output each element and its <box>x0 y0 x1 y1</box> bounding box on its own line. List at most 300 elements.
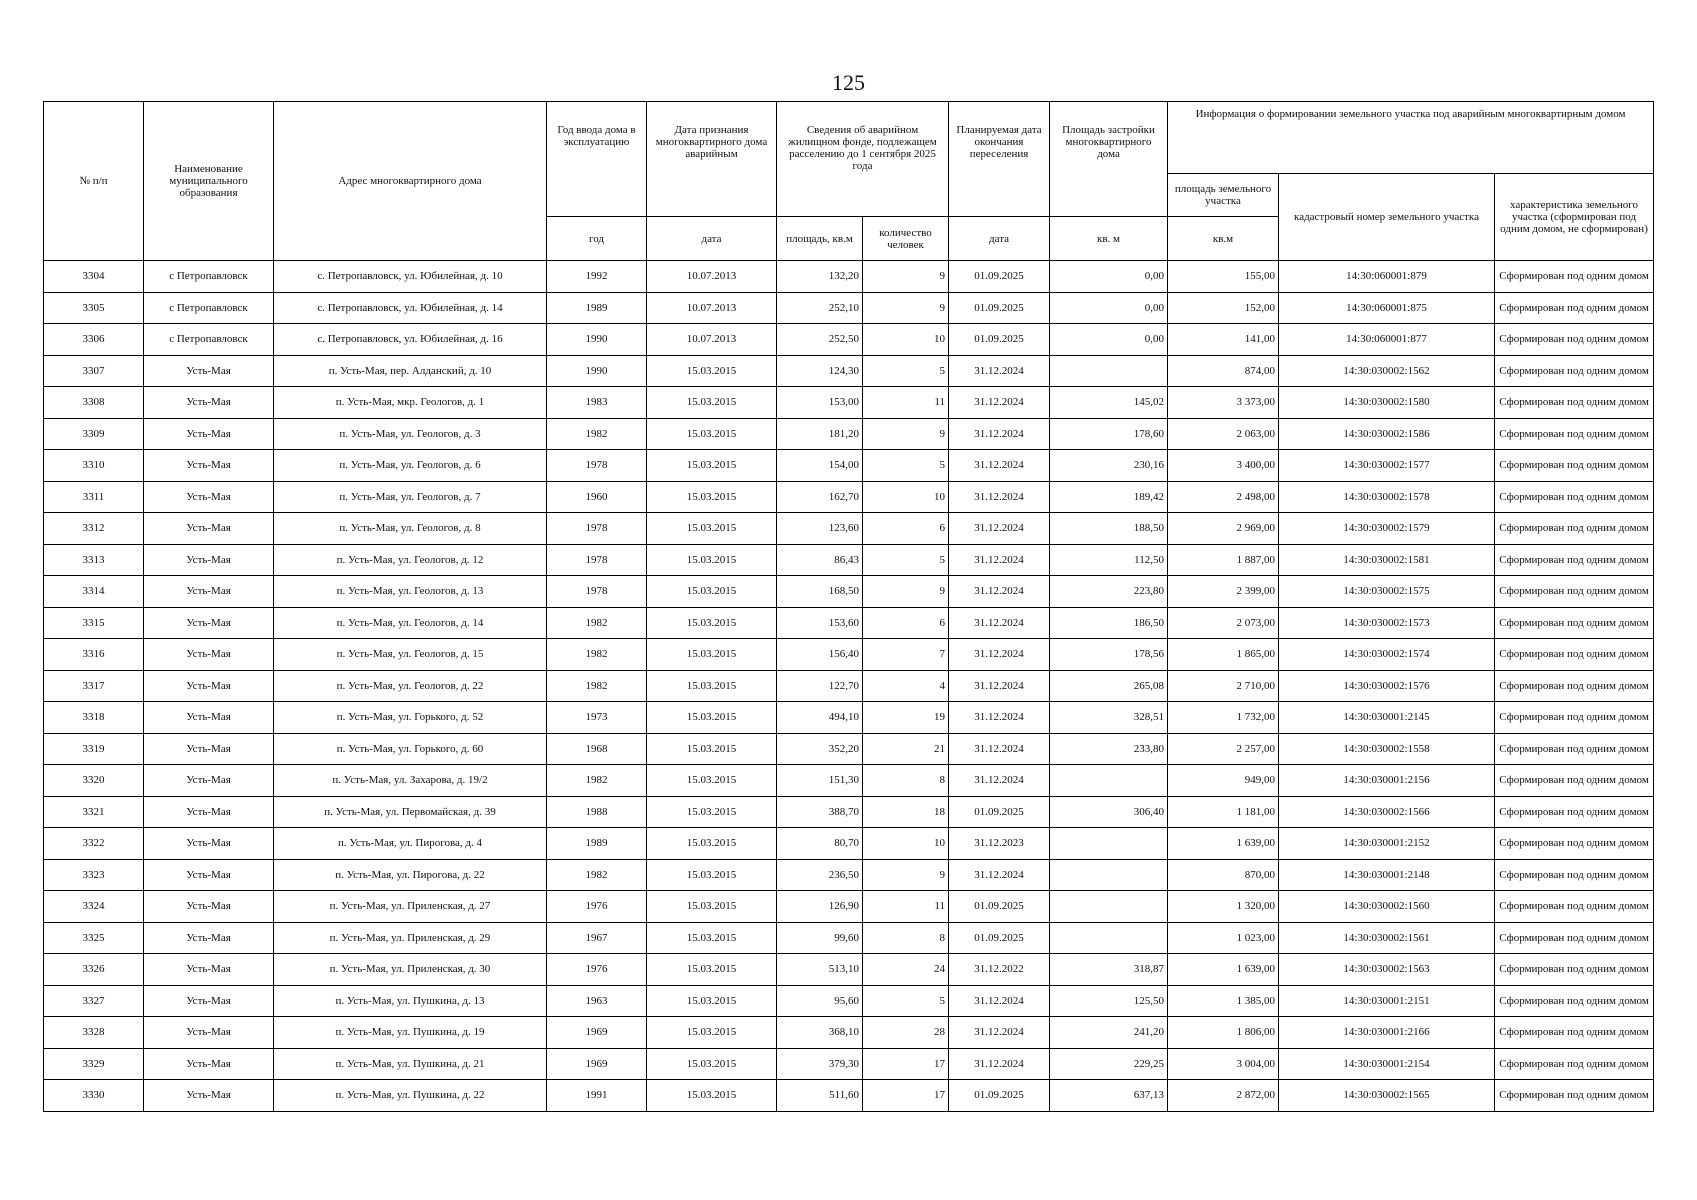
cell-cadastral: 14:30:030002:1562 <box>1279 355 1495 387</box>
cell-land-char: Сформирован под одним домом <box>1495 859 1654 891</box>
cell-land-char: Сформирован под одним домом <box>1495 450 1654 482</box>
table-row <box>44 450 1654 482</box>
cell-cadastral: 14:30:030002:1575 <box>1279 576 1495 608</box>
cell-municipality: Усть-Мая <box>144 670 274 702</box>
cell-area: 181,20 <box>777 418 863 450</box>
cell-cadastral: 14:30:030002:1586 <box>1279 418 1495 450</box>
cell-date: 15.03.2015 <box>647 670 777 702</box>
cell-area: 126,90 <box>777 891 863 923</box>
cell-planned-date: 31.12.2024 <box>949 733 1050 765</box>
unit-area: площадь, кв.м <box>777 217 863 261</box>
cell-date: 10.07.2013 <box>647 324 777 356</box>
cell-land-area: 870,00 <box>1168 859 1279 891</box>
cell-address: п. Усть-Мая, ул. Приленская, д. 27 <box>274 891 547 923</box>
table-row <box>44 292 1654 324</box>
cell-planned-date: 01.09.2025 <box>949 292 1050 324</box>
cell-land-char: Сформирован под одним домом <box>1495 387 1654 419</box>
cell-num: 3308 <box>44 387 144 419</box>
table-row <box>44 576 1654 608</box>
cell-building-area <box>1050 891 1168 923</box>
cell-address: п. Усть-Мая, ул. Горького, д. 60 <box>274 733 547 765</box>
table-row <box>44 1048 1654 1080</box>
table-row <box>44 261 1654 293</box>
page-number: 125 <box>832 70 865 95</box>
cell-cadastral: 14:30:030002:1579 <box>1279 513 1495 545</box>
cell-address: п. Усть-Мая, ул. Геологов, д. 3 <box>274 418 547 450</box>
cell-year: 1978 <box>547 544 647 576</box>
cell-planned-date: 31.12.2024 <box>949 670 1050 702</box>
cell-address: п. Усть-Мая, ул. Геологов, д. 12 <box>274 544 547 576</box>
cell-building-area <box>1050 765 1168 797</box>
cell-cadastral: 14:30:030002:1566 <box>1279 796 1495 828</box>
cell-area: 156,40 <box>777 639 863 671</box>
header-emergency-fund: Сведения об аварийном жилищном фонде, подлежащем расселению до 1 сентября 2025 года <box>777 102 949 217</box>
cell-building-area: 186,50 <box>1050 607 1168 639</box>
cell-num: 3329 <box>44 1048 144 1080</box>
cell-building-area: 328,51 <box>1050 702 1168 734</box>
cell-num: 3312 <box>44 513 144 545</box>
header-num: № п/п <box>44 102 144 261</box>
cell-num: 3314 <box>44 576 144 608</box>
cell-num: 3322 <box>44 828 144 860</box>
cell-date: 15.03.2015 <box>647 607 777 639</box>
cell-address: п. Усть-Мая, ул. Пирогова, д. 4 <box>274 828 547 860</box>
header-date-recognized: Дата признания многоквартирного дома аварийным <box>647 102 777 217</box>
cell-address: п. Усть-Мая, ул. Геологов, д. 6 <box>274 450 547 482</box>
cell-planned-date: 01.09.2025 <box>949 324 1050 356</box>
cell-municipality: с Петропавловск <box>144 261 274 293</box>
cell-people: 11 <box>863 387 949 419</box>
table-row <box>44 607 1654 639</box>
cell-planned-date: 31.12.2024 <box>949 387 1050 419</box>
cell-area: 236,50 <box>777 859 863 891</box>
cell-cadastral: 14:30:030001:2166 <box>1279 1017 1495 1049</box>
table-row <box>44 481 1654 513</box>
cell-date: 15.03.2015 <box>647 765 777 797</box>
cell-land-char: Сформирован под одним домом <box>1495 576 1654 608</box>
cell-municipality: Усть-Мая <box>144 796 274 828</box>
cell-date: 15.03.2015 <box>647 954 777 986</box>
cell-area: 162,70 <box>777 481 863 513</box>
cell-area: 513,10 <box>777 954 863 986</box>
cell-area: 154,00 <box>777 450 863 482</box>
cell-land-char: Сформирован под одним домом <box>1495 1017 1654 1049</box>
cell-land-char: Сформирован под одним домом <box>1495 261 1654 293</box>
cell-people: 8 <box>863 765 949 797</box>
cell-year: 1982 <box>547 607 647 639</box>
cell-year: 1973 <box>547 702 647 734</box>
cell-planned-date: 31.12.2024 <box>949 1017 1050 1049</box>
cell-year: 1988 <box>547 796 647 828</box>
cell-land-char: Сформирован под одним домом <box>1495 733 1654 765</box>
cell-land-area: 2 073,00 <box>1168 607 1279 639</box>
cell-date: 15.03.2015 <box>647 481 777 513</box>
cell-people: 28 <box>863 1017 949 1049</box>
cell-area: 80,70 <box>777 828 863 860</box>
cell-date: 15.03.2015 <box>647 859 777 891</box>
cell-num: 3320 <box>44 765 144 797</box>
cell-people: 9 <box>863 859 949 891</box>
cell-date: 15.03.2015 <box>647 922 777 954</box>
cell-land-area: 949,00 <box>1168 765 1279 797</box>
cell-land-char: Сформирован под одним домом <box>1495 607 1654 639</box>
cell-building-area: 637,13 <box>1050 1080 1168 1112</box>
cell-land-area: 1 385,00 <box>1168 985 1279 1017</box>
table-row <box>44 670 1654 702</box>
unit-date-planned: дата <box>949 217 1050 261</box>
header-building-area: Площадь застройки многоквартирного дома <box>1050 102 1168 217</box>
cell-planned-date: 31.12.2024 <box>949 702 1050 734</box>
cell-building-area: 306,40 <box>1050 796 1168 828</box>
cell-municipality: Усть-Мая <box>144 733 274 765</box>
cell-land-char: Сформирован под одним домом <box>1495 355 1654 387</box>
cell-area: 153,00 <box>777 387 863 419</box>
cell-date: 15.03.2015 <box>647 1080 777 1112</box>
cell-year: 1989 <box>547 828 647 860</box>
cell-cadastral: 14:30:030002:1558 <box>1279 733 1495 765</box>
cell-num: 3316 <box>44 639 144 671</box>
table-row <box>44 387 1654 419</box>
table-row <box>44 513 1654 545</box>
cell-building-area: 189,42 <box>1050 481 1168 513</box>
cell-land-area: 2 872,00 <box>1168 1080 1279 1112</box>
cell-building-area <box>1050 355 1168 387</box>
cell-land-area: 1 023,00 <box>1168 922 1279 954</box>
cell-date: 15.03.2015 <box>647 513 777 545</box>
cell-people: 10 <box>863 324 949 356</box>
cell-year: 1960 <box>547 481 647 513</box>
cell-year: 1991 <box>547 1080 647 1112</box>
cell-address: п. Усть-Мая, ул. Приленская, д. 30 <box>274 954 547 986</box>
cell-address: с. Петропавловск, ул. Юбилейная, д. 10 <box>274 261 547 293</box>
cell-building-area: 223,80 <box>1050 576 1168 608</box>
registry-table <box>43 101 1654 1112</box>
cell-cadastral: 14:30:060001:875 <box>1279 292 1495 324</box>
header-land-area: площадь земельного участка <box>1168 174 1279 217</box>
cell-year: 1982 <box>547 859 647 891</box>
cell-num: 3305 <box>44 292 144 324</box>
cell-area: 368,10 <box>777 1017 863 1049</box>
cell-cadastral: 14:30:030001:2156 <box>1279 765 1495 797</box>
cell-area: 99,60 <box>777 922 863 954</box>
cell-land-area: 141,00 <box>1168 324 1279 356</box>
cell-area: 151,30 <box>777 765 863 797</box>
cell-people: 17 <box>863 1048 949 1080</box>
cell-land-area: 2 399,00 <box>1168 576 1279 608</box>
cell-num: 3307 <box>44 355 144 387</box>
cell-year: 1978 <box>547 450 647 482</box>
cell-date: 10.07.2013 <box>647 261 777 293</box>
cell-cadastral: 14:30:030002:1581 <box>1279 544 1495 576</box>
cell-year: 1989 <box>547 292 647 324</box>
cell-municipality: Усть-Мая <box>144 702 274 734</box>
cell-land-char: Сформирован под одним домом <box>1495 292 1654 324</box>
cell-municipality: Усть-Мая <box>144 355 274 387</box>
table-row <box>44 765 1654 797</box>
cell-land-area: 1 639,00 <box>1168 954 1279 986</box>
cell-municipality: Усть-Мая <box>144 859 274 891</box>
cell-num: 3318 <box>44 702 144 734</box>
table-row <box>44 639 1654 671</box>
cell-municipality: с Петропавловск <box>144 292 274 324</box>
cell-people: 6 <box>863 513 949 545</box>
cell-building-area: 0,00 <box>1050 324 1168 356</box>
cell-year: 1963 <box>547 985 647 1017</box>
cell-municipality: Усть-Мая <box>144 1080 274 1112</box>
cell-cadastral: 14:30:030001:2148 <box>1279 859 1495 891</box>
cell-address: п. Усть-Мая, ул. Приленская, д. 29 <box>274 922 547 954</box>
cell-num: 3328 <box>44 1017 144 1049</box>
header-land-char: характеристика земельного участка (сформирован под одним домом, не сформирован) <box>1495 174 1654 261</box>
cell-building-area: 230,16 <box>1050 450 1168 482</box>
cell-cadastral: 14:30:030002:1560 <box>1279 891 1495 923</box>
cell-planned-date: 01.09.2025 <box>949 891 1050 923</box>
cell-address: п. Усть-Мая, мкр. Геологов, д. 1 <box>274 387 547 419</box>
cell-municipality: Усть-Мая <box>144 544 274 576</box>
cell-land-char: Сформирован под одним домом <box>1495 1080 1654 1112</box>
cell-date: 15.03.2015 <box>647 639 777 671</box>
cell-cadastral: 14:30:030001:2151 <box>1279 985 1495 1017</box>
cell-address: п. Усть-Мая, ул. Геологов, д. 8 <box>274 513 547 545</box>
table-row <box>44 544 1654 576</box>
cell-land-area: 2 498,00 <box>1168 481 1279 513</box>
cell-municipality: Усть-Мая <box>144 985 274 1017</box>
table-row <box>44 1017 1654 1049</box>
cell-people: 9 <box>863 418 949 450</box>
cell-num: 3319 <box>44 733 144 765</box>
cell-land-area: 155,00 <box>1168 261 1279 293</box>
cell-area: 252,10 <box>777 292 863 324</box>
cell-planned-date: 31.12.2024 <box>949 985 1050 1017</box>
cell-date: 15.03.2015 <box>647 891 777 923</box>
cell-year: 1976 <box>547 891 647 923</box>
unit-people: количество человек <box>863 217 949 261</box>
table-row <box>44 702 1654 734</box>
cell-address: п. Усть-Мая, ул. Пушкина, д. 13 <box>274 985 547 1017</box>
cell-date: 15.03.2015 <box>647 1017 777 1049</box>
header-cadastral: кадастровый номер земельного участка <box>1279 174 1495 261</box>
cell-people: 5 <box>863 355 949 387</box>
cell-land-char: Сформирован под одним домом <box>1495 922 1654 954</box>
cell-people: 9 <box>863 261 949 293</box>
cell-year: 1969 <box>547 1017 647 1049</box>
cell-year: 1983 <box>547 387 647 419</box>
cell-building-area: 178,56 <box>1050 639 1168 671</box>
cell-land-area: 3 400,00 <box>1168 450 1279 482</box>
cell-year: 1969 <box>547 1048 647 1080</box>
cell-cadastral: 14:30:030002:1580 <box>1279 387 1495 419</box>
cell-people: 6 <box>863 607 949 639</box>
cell-cadastral: 14:30:030001:2154 <box>1279 1048 1495 1080</box>
cell-area: 379,30 <box>777 1048 863 1080</box>
cell-num: 3310 <box>44 450 144 482</box>
cell-land-char: Сформирован под одним домом <box>1495 891 1654 923</box>
cell-municipality: Усть-Мая <box>144 922 274 954</box>
cell-people: 9 <box>863 292 949 324</box>
cell-date: 15.03.2015 <box>647 387 777 419</box>
cell-address: п. Усть-Мая, ул. Геологов, д. 13 <box>274 576 547 608</box>
cell-date: 15.03.2015 <box>647 355 777 387</box>
cell-planned-date: 31.12.2024 <box>949 607 1050 639</box>
cell-year: 1968 <box>547 733 647 765</box>
cell-people: 10 <box>863 828 949 860</box>
cell-land-char: Сформирован под одним домом <box>1495 765 1654 797</box>
table-row <box>44 891 1654 923</box>
cell-cadastral: 14:30:030001:2152 <box>1279 828 1495 860</box>
cell-municipality: Усть-Мая <box>144 450 274 482</box>
header-year-built: Год ввода дома в эксплуатацию <box>547 102 647 217</box>
cell-people: 19 <box>863 702 949 734</box>
unit-sqm-land: кв.м <box>1168 217 1279 261</box>
cell-land-area: 1 181,00 <box>1168 796 1279 828</box>
cell-planned-date: 01.09.2025 <box>949 922 1050 954</box>
cell-land-char: Сформирован под одним домом <box>1495 670 1654 702</box>
cell-cadastral: 14:30:030002:1573 <box>1279 607 1495 639</box>
cell-year: 1992 <box>547 261 647 293</box>
cell-num: 3326 <box>44 954 144 986</box>
cell-people: 17 <box>863 1080 949 1112</box>
cell-people: 5 <box>863 450 949 482</box>
cell-building-area: 178,60 <box>1050 418 1168 450</box>
cell-planned-date: 31.12.2024 <box>949 859 1050 891</box>
cell-planned-date: 01.09.2025 <box>949 261 1050 293</box>
cell-area: 86,43 <box>777 544 863 576</box>
cell-date: 15.03.2015 <box>647 576 777 608</box>
cell-municipality: Усть-Мая <box>144 828 274 860</box>
cell-year: 1990 <box>547 355 647 387</box>
cell-address: п. Усть-Мая, ул. Пирогова, д. 22 <box>274 859 547 891</box>
cell-num: 3330 <box>44 1080 144 1112</box>
cell-area: 252,50 <box>777 324 863 356</box>
cell-area: 511,60 <box>777 1080 863 1112</box>
cell-land-char: Сформирован под одним домом <box>1495 985 1654 1017</box>
cell-date: 15.03.2015 <box>647 985 777 1017</box>
cell-land-area: 1 806,00 <box>1168 1017 1279 1049</box>
cell-land-area: 1 865,00 <box>1168 639 1279 671</box>
cell-municipality: с Петропавловск <box>144 324 274 356</box>
table-row <box>44 1080 1654 1112</box>
cell-municipality: Усть-Мая <box>144 513 274 545</box>
cell-year: 1982 <box>547 639 647 671</box>
cell-municipality: Усть-Мая <box>144 1017 274 1049</box>
cell-num: 3325 <box>44 922 144 954</box>
cell-people: 5 <box>863 544 949 576</box>
cell-area: 494,10 <box>777 702 863 734</box>
cell-people: 5 <box>863 985 949 1017</box>
cell-building-area <box>1050 922 1168 954</box>
cell-cadastral: 14:30:060001:879 <box>1279 261 1495 293</box>
cell-year: 1978 <box>547 513 647 545</box>
cell-cadastral: 14:30:030002:1565 <box>1279 1080 1495 1112</box>
cell-date: 15.03.2015 <box>647 544 777 576</box>
cell-cadastral: 14:30:060001:877 <box>1279 324 1495 356</box>
cell-year: 1990 <box>547 324 647 356</box>
cell-area: 388,70 <box>777 796 863 828</box>
cell-land-area: 874,00 <box>1168 355 1279 387</box>
cell-planned-date: 31.12.2024 <box>949 513 1050 545</box>
cell-address: с. Петропавловск, ул. Юбилейная, д. 16 <box>274 324 547 356</box>
cell-land-area: 2 063,00 <box>1168 418 1279 450</box>
cell-land-area: 2 969,00 <box>1168 513 1279 545</box>
cell-num: 3313 <box>44 544 144 576</box>
cell-municipality: Усть-Мая <box>144 954 274 986</box>
cell-address: п. Усть-Мая, ул. Захарова, д. 19/2 <box>274 765 547 797</box>
cell-planned-date: 01.09.2025 <box>949 1080 1050 1112</box>
cell-cadastral: 14:30:030002:1577 <box>1279 450 1495 482</box>
cell-land-char: Сформирован под одним домом <box>1495 481 1654 513</box>
header-municipality: Наименование муниципального образования <box>144 102 274 261</box>
cell-planned-date: 31.12.2024 <box>949 639 1050 671</box>
table-row <box>44 796 1654 828</box>
cell-planned-date: 31.12.2024 <box>949 576 1050 608</box>
cell-building-area: 229,25 <box>1050 1048 1168 1080</box>
cell-date: 10.07.2013 <box>647 292 777 324</box>
cell-year: 1978 <box>547 576 647 608</box>
table-row <box>44 859 1654 891</box>
cell-date: 15.03.2015 <box>647 828 777 860</box>
cell-num: 3327 <box>44 985 144 1017</box>
cell-municipality: Усть-Мая <box>144 418 274 450</box>
cell-planned-date: 31.12.2024 <box>949 544 1050 576</box>
cell-date: 15.03.2015 <box>647 418 777 450</box>
cell-area: 124,30 <box>777 355 863 387</box>
unit-year: год <box>547 217 647 261</box>
cell-cadastral: 14:30:030002:1561 <box>1279 922 1495 954</box>
header-planned-date: Планируемая дата окончания переселения <box>949 102 1050 217</box>
cell-people: 10 <box>863 481 949 513</box>
cell-land-area: 3 004,00 <box>1168 1048 1279 1080</box>
cell-land-char: Сформирован под одним домом <box>1495 324 1654 356</box>
cell-year: 1976 <box>547 954 647 986</box>
cell-land-area: 1 639,00 <box>1168 828 1279 860</box>
cell-building-area: 188,50 <box>1050 513 1168 545</box>
table-row <box>44 733 1654 765</box>
cell-area: 122,70 <box>777 670 863 702</box>
cell-planned-date: 31.12.2024 <box>949 765 1050 797</box>
cell-area: 153,60 <box>777 607 863 639</box>
header-land-info: Информация о формировании земельного участка под аварийным многоквартирным домом <box>1168 102 1654 174</box>
cell-building-area: 112,50 <box>1050 544 1168 576</box>
cell-date: 15.03.2015 <box>647 450 777 482</box>
cell-year: 1967 <box>547 922 647 954</box>
cell-num: 3324 <box>44 891 144 923</box>
cell-municipality: Усть-Мая <box>144 607 274 639</box>
cell-address: п. Усть-Мая, пер. Алданский, д. 10 <box>274 355 547 387</box>
cell-building-area: 233,80 <box>1050 733 1168 765</box>
cell-num: 3304 <box>44 261 144 293</box>
unit-date: дата <box>647 217 777 261</box>
cell-land-area: 152,00 <box>1168 292 1279 324</box>
table-row <box>44 324 1654 356</box>
cell-municipality: Усть-Мая <box>144 1048 274 1080</box>
cell-people: 18 <box>863 796 949 828</box>
cell-date: 15.03.2015 <box>647 733 777 765</box>
table-row <box>44 418 1654 450</box>
cell-address: п. Усть-Мая, ул. Горького, д. 52 <box>274 702 547 734</box>
cell-year: 1982 <box>547 418 647 450</box>
cell-building-area: 241,20 <box>1050 1017 1168 1049</box>
cell-address: п. Усть-Мая, ул. Пушкина, д. 21 <box>274 1048 547 1080</box>
cell-address: п. Усть-Мая, ул. Геологов, д. 14 <box>274 607 547 639</box>
cell-land-area: 1 320,00 <box>1168 891 1279 923</box>
cell-land-char: Сформирован под одним домом <box>1495 513 1654 545</box>
cell-building-area: 0,00 <box>1050 292 1168 324</box>
cell-building-area <box>1050 859 1168 891</box>
cell-num: 3306 <box>44 324 144 356</box>
cell-cadastral: 14:30:030002:1574 <box>1279 639 1495 671</box>
cell-cadastral: 14:30:030002:1576 <box>1279 670 1495 702</box>
cell-num: 3309 <box>44 418 144 450</box>
